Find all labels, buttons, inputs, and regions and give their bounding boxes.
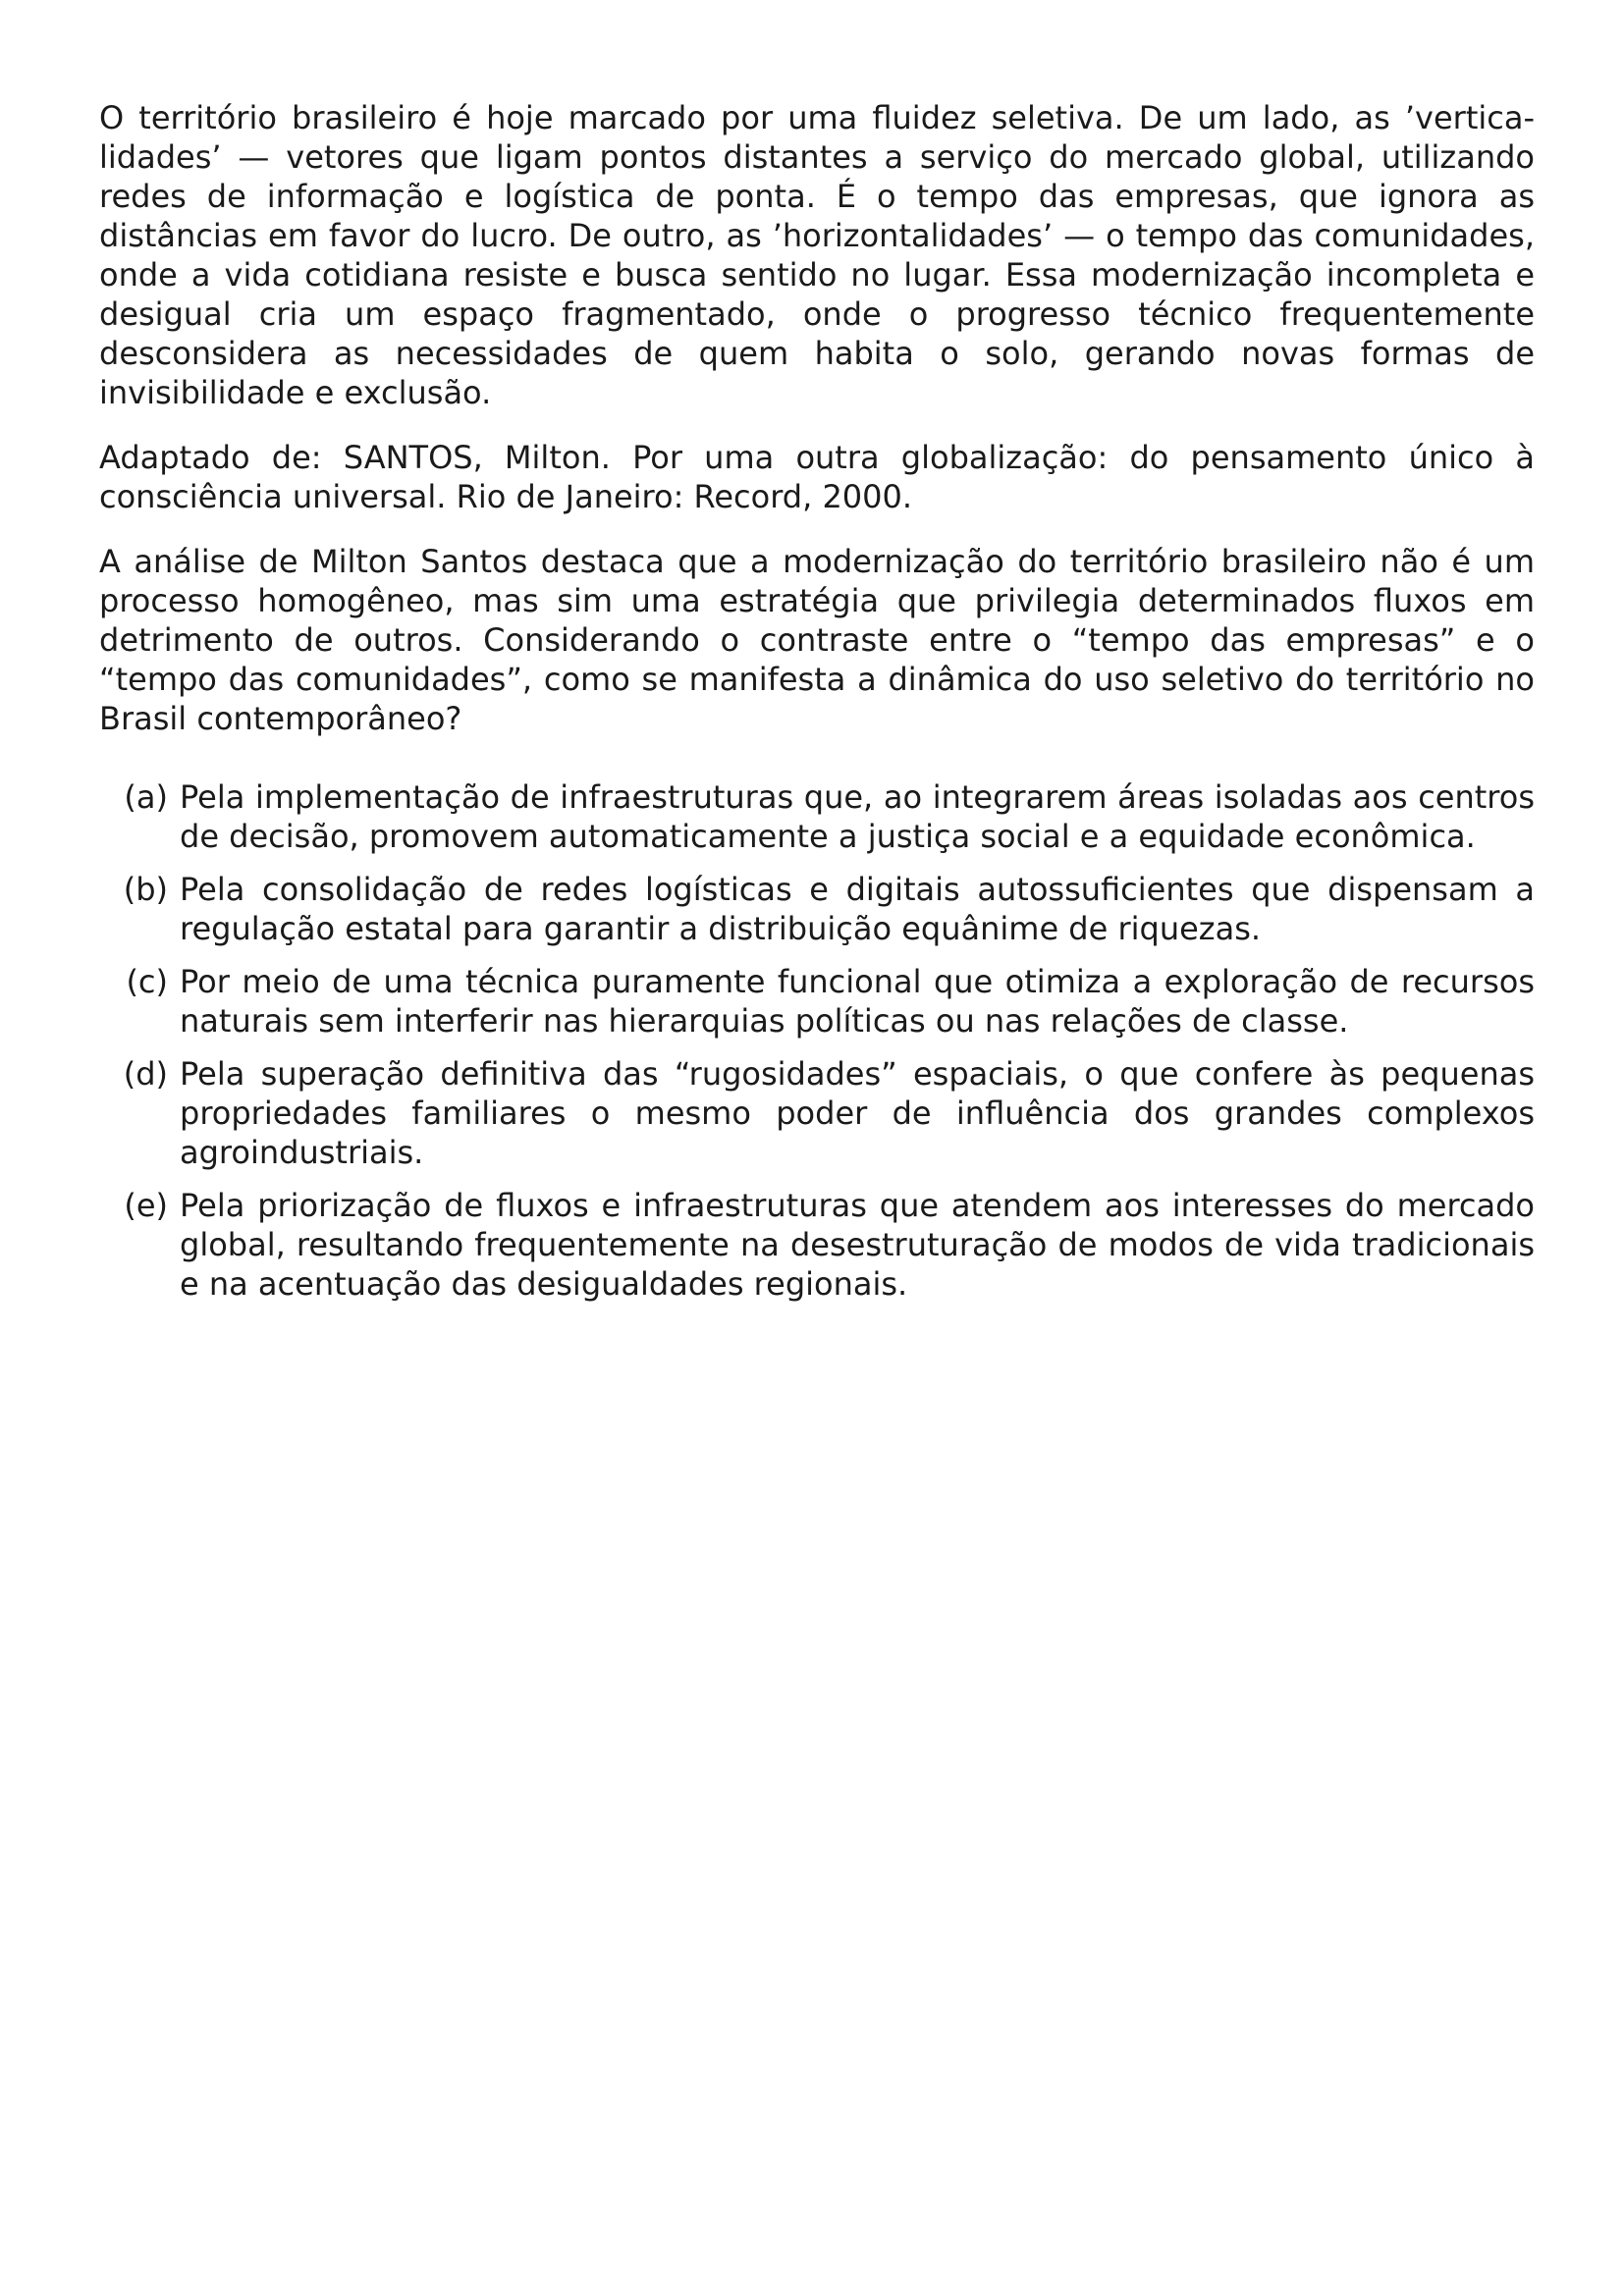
document-page	[99, 98, 1535, 1317]
option-d[interactable]	[99, 1054, 1535, 1172]
option-text: Pela consolidação de redes logísticas e digitais autossuficientes que dispensam a regulação estatal para garantir a distribuição equânime de riquezas.	[180, 871, 1535, 947]
option-a[interactable]	[99, 777, 1535, 856]
option-letter: (b)	[123, 871, 168, 908]
option-letter: (d)	[123, 1055, 168, 1093]
option-e[interactable]	[99, 1186, 1535, 1304]
option-text: Por meio de uma técnica puramente funcional que otimiza a exploração de recursos naturais sem interferir nas hierarquias políticas ou nas relações de classe.	[180, 963, 1535, 1040]
question-stem: A análise de Milton Santos destaca que a modernização do território brasileiro não é um processo homogêneo, mas sim uma estratégia que privilegia determinados fluxos em detrimento de outros. Considerando o contraste entre o “tempo das empresas” e o “tempo das comunidades”, como se manifesta a dinâmica do uso seletivo do território no Brasil contemporâneo?	[99, 543, 1535, 737]
option-b[interactable]	[99, 870, 1535, 948]
source-citation: Adaptado de: SANTOS, Milton. Por uma outra globalização: do pensamento único à consciência universal. Rio de Janeiro: Record, 2000.	[99, 439, 1535, 515]
option-c[interactable]	[99, 962, 1535, 1041]
option-text: Pela implementação de infraestruturas que, ao integrarem áreas isoladas aos centros de decisão, promovem automaticamente a justiça social e a equidade econômica.	[180, 778, 1535, 855]
answer-options	[99, 777, 1535, 1304]
option-letter: (e)	[124, 1187, 168, 1224]
option-letter: (c)	[126, 963, 168, 1000]
option-text: Pela priorização de fluxos e infraestruturas que atendem aos interesses do mercado global, resultando frequentemente na desestruturação de modos de vida tradicionais e na acentuação das desigualdades regionais.	[180, 1187, 1535, 1303]
passage-text: O território brasileiro é hoje marcado por uma fluidez seletiva. De um lado, as ’verticalidades’ — vetores que ligam pontos distantes a serviço do mercado global, utilizando redes de informação e logística de ponta. É o tempo das empresas, que ignora as distâncias em favor do lucro. De outro, as ’horizontalidades’ — o tempo das comunidades, onde a vida cotidiana resiste e busca sentido no lugar. Essa modernização incompleta e desigual cria um espaço fragmentado, onde o progresso técnico frequentemente desconsidera as necessidades de quem habita o solo, gerando novas formas de invisibilidade e exclusão.	[99, 99, 1535, 411]
option-letter: (a)	[124, 778, 168, 816]
option-text: Pela superação definitiva das “rugosidades” espaciais, o que confere às pequenas propriedades familiares o mesmo poder de influência dos grandes complexos agroindustriais.	[180, 1055, 1535, 1171]
